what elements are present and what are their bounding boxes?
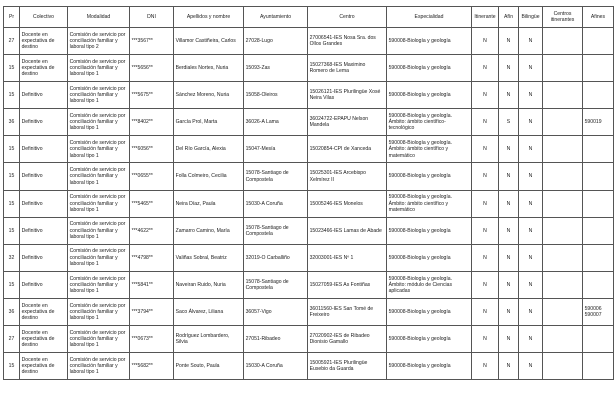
header-row — [4, 7, 614, 28]
cell-pr: 36 — [4, 298, 20, 325]
cell-pr: 15 — [4, 217, 20, 244]
cell-dni: ***4798** — [130, 244, 174, 271]
cell-apellidos-nombre: Folla Colmeiro, Cecilia — [174, 163, 244, 190]
cell-afin: N — [499, 28, 519, 55]
cell-dni: ***5841** — [130, 271, 174, 298]
table-row — [4, 244, 614, 271]
cell-bilingue: N — [519, 163, 543, 190]
cell-centro: 15005246-IES Monelos — [308, 190, 387, 217]
table-row — [4, 217, 614, 244]
cell-dni: ***5682** — [130, 353, 174, 380]
cell-afines — [583, 82, 614, 109]
cell-itinerante: N — [472, 136, 499, 163]
cell-colectivo: Docente en expectativa de destino — [20, 353, 68, 380]
cell-bilingue: N — [519, 326, 543, 353]
cell-afin: N — [499, 55, 519, 82]
cell-pr: 32 — [4, 244, 20, 271]
header-col-ayuntamiento: Ayuntamiento — [244, 7, 308, 28]
header-col-bilingue: Bilingüe — [519, 7, 543, 28]
header-col-colectivo: Colectivo — [20, 7, 68, 28]
cell-afines — [583, 163, 614, 190]
cell-bilingue: N — [519, 298, 543, 325]
cell-itinerante: N — [472, 163, 499, 190]
table-row — [4, 136, 614, 163]
cell-ayuntamiento: 15093-Zas — [244, 55, 308, 82]
cell-ayuntamiento: 36057-Vigo — [244, 298, 308, 325]
cell-colectivo: Definitivo — [20, 82, 68, 109]
cell-bilingue: N — [519, 190, 543, 217]
cell-dni: ***5675** — [130, 82, 174, 109]
cell-apellidos-nombre: Naveiran Ruido, Nuria — [174, 271, 244, 298]
cell-centros-itinerantes — [543, 136, 583, 163]
cell-afines — [583, 217, 614, 244]
header-col-pr: Pr — [4, 7, 20, 28]
cell-centros-itinerantes — [543, 82, 583, 109]
cell-modalidad: Comisión de servicio por conciliación familiar y laboral tipo 1 — [68, 163, 130, 190]
cell-modalidad: Comisión de servicio por conciliación familiar y laboral tipo 1 — [68, 326, 130, 353]
cell-modalidad: Comisión de servicio por conciliación familiar y laboral tipo 1 — [68, 190, 130, 217]
cell-itinerante: N — [472, 353, 499, 380]
cell-apellidos-nombre: Sánchez Moreno, Nuria — [174, 82, 244, 109]
cell-afin: N — [499, 163, 519, 190]
cell-modalidad: Comisión de servicio por conciliación familiar y laboral tipo 1 — [68, 217, 130, 244]
header-col-centros-itinerantes: Centros itinerantes — [543, 7, 583, 28]
cell-especialidad: 590008-Biología y geología — [387, 244, 472, 271]
cell-modalidad: Comisión de servicio por conciliación familiar y laboral tipo 1 — [68, 244, 130, 271]
cell-itinerante: N — [472, 109, 499, 136]
cell-apellidos-nombre: Villamor Castiñeira, Carlos — [174, 28, 244, 55]
cell-colectivo: Definitivo — [20, 109, 68, 136]
cell-apellidos-nombre: Zamarro Camino, María — [174, 217, 244, 244]
assignment-table — [3, 6, 614, 380]
table-row — [4, 353, 614, 380]
cell-pr: 15 — [4, 163, 20, 190]
cell-centros-itinerantes — [543, 28, 583, 55]
cell-apellidos-nombre: García Prol, Marta — [174, 109, 244, 136]
cell-afines — [583, 28, 614, 55]
cell-centro: 27020902-IES de Ribadeo Dionisio Gamallo — [308, 326, 387, 353]
cell-centros-itinerantes — [543, 163, 583, 190]
cell-afines — [583, 271, 614, 298]
cell-ayuntamiento: 15078-Santiago de Compostela — [244, 271, 308, 298]
cell-centros-itinerantes — [543, 217, 583, 244]
cell-especialidad: 590008-Biología y geología — [387, 28, 472, 55]
cell-centros-itinerantes — [543, 326, 583, 353]
cell-pr: 15 — [4, 353, 20, 380]
table-row — [4, 271, 614, 298]
cell-apellidos-nombre: Rodríguez Lombardero, Silvia — [174, 326, 244, 353]
table-row — [4, 190, 614, 217]
header-col-especialidad: Especialidad — [387, 7, 472, 28]
cell-afines — [583, 326, 614, 353]
table-row — [4, 163, 614, 190]
cell-ayuntamiento: 15078-Santiago de Compostela — [244, 163, 308, 190]
cell-ayuntamiento: 36026-A Lama — [244, 109, 308, 136]
cell-centro: 32003001-IES Nº 1 — [308, 244, 387, 271]
cell-itinerante: N — [472, 271, 499, 298]
cell-bilingue: N — [519, 109, 543, 136]
table-row — [4, 55, 614, 82]
header-col-itinerante: Itinerante — [472, 7, 499, 28]
header-col-modalidad: Modalidad — [68, 7, 130, 28]
cell-bilingue: N — [519, 55, 543, 82]
cell-itinerante: N — [472, 217, 499, 244]
cell-itinerante: N — [472, 326, 499, 353]
cell-especialidad: 590008-Biología y geología — [387, 353, 472, 380]
cell-itinerante: N — [472, 82, 499, 109]
cell-ayuntamiento: 15078-Santiago de Compostela — [244, 217, 308, 244]
cell-especialidad: 590008-Biología y geología. Ámbito: ámbito científico-tecnológico — [387, 109, 472, 136]
cell-afin: N — [499, 326, 519, 353]
cell-afin: N — [499, 298, 519, 325]
cell-dni: ***3567** — [130, 28, 174, 55]
cell-centros-itinerantes — [543, 298, 583, 325]
cell-apellidos-nombre: Del Río García, Alexia — [174, 136, 244, 163]
cell-centro: 15005921-IES Plurilingüe Eusebio da Guarda — [308, 353, 387, 380]
cell-afin: N — [499, 190, 519, 217]
cell-bilingue: N — [519, 217, 543, 244]
cell-especialidad: 590008-Biología y geología. Ámbito: módulo de Ciencias aplicadas — [387, 271, 472, 298]
cell-itinerante: N — [472, 298, 499, 325]
cell-dni: ***0673** — [130, 326, 174, 353]
cell-itinerante: N — [472, 28, 499, 55]
cell-itinerante: N — [472, 244, 499, 271]
cell-pr: 36 — [4, 109, 20, 136]
cell-dni: ***0655** — [130, 163, 174, 190]
cell-centro: 27006541-IES Nosa Sra. dos Ollos Grandes — [308, 28, 387, 55]
cell-ayuntamiento: 27028-Lugo — [244, 28, 308, 55]
cell-especialidad: 590008-Biología y geología — [387, 163, 472, 190]
cell-modalidad: Comisión de servicio por conciliación familiar y laboral tipo 1 — [68, 109, 130, 136]
cell-afines: 590006 590007 — [583, 298, 614, 325]
cell-pr: 27 — [4, 326, 20, 353]
cell-bilingue: N — [519, 244, 543, 271]
cell-itinerante: N — [472, 55, 499, 82]
cell-afines — [583, 136, 614, 163]
cell-colectivo: Definitivo — [20, 136, 68, 163]
cell-colectivo: Definitivo — [20, 163, 68, 190]
cell-ayuntamiento: 27051-Ribadeo — [244, 326, 308, 353]
cell-apellidos-nombre: Ponte Souto, Paula — [174, 353, 244, 380]
cell-centro: 15025301-IES Arcebispo Xelmírez II — [308, 163, 387, 190]
cell-centros-itinerantes — [543, 353, 583, 380]
cell-modalidad: Comisión de servicio por conciliación familiar y laboral tipo 1 — [68, 82, 130, 109]
cell-dni: ***5656** — [130, 55, 174, 82]
header-col-apellidos-nombre: Apellidos y nombre — [174, 7, 244, 28]
cell-especialidad: 590008-Biología y geología. Ámbito: ámbito científico y matemático — [387, 190, 472, 217]
cell-modalidad: Comisión de servicio por conciliación familiar y laboral tipo 2 — [68, 28, 130, 55]
cell-centro: 15023466-IES Lamas de Abade — [308, 217, 387, 244]
cell-ayuntamiento: 15047-Mesía — [244, 136, 308, 163]
cell-dni: ***3794** — [130, 298, 174, 325]
cell-afines — [583, 190, 614, 217]
cell-bilingue: N — [519, 353, 543, 380]
cell-ayuntamiento: 15030-A Coruña — [244, 190, 308, 217]
cell-dni: ***8402** — [130, 109, 174, 136]
table-row — [4, 298, 614, 325]
table-row — [4, 109, 614, 136]
cell-colectivo: Docente en expectativa de destino — [20, 298, 68, 325]
cell-afines — [583, 353, 614, 380]
cell-centro: 15027368-IES Maximino Romero de Lema — [308, 55, 387, 82]
cell-afines: 590019 — [583, 109, 614, 136]
cell-centros-itinerantes — [543, 55, 583, 82]
cell-apellidos-nombre: Berdiales Nortes, Nuria — [174, 55, 244, 82]
table-row — [4, 82, 614, 109]
cell-colectivo: Docente en expectativa de destino — [20, 326, 68, 353]
header-col-afines: Afines — [583, 7, 614, 28]
cell-ayuntamiento: 15058-Oleiros — [244, 82, 308, 109]
cell-colectivo: Docente en expectativa de destino — [20, 55, 68, 82]
cell-itinerante: N — [472, 190, 499, 217]
cell-pr: 15 — [4, 82, 20, 109]
cell-ayuntamiento: 32019-O Carballiño — [244, 244, 308, 271]
cell-centros-itinerantes — [543, 109, 583, 136]
cell-pr: 15 — [4, 55, 20, 82]
cell-afines — [583, 55, 614, 82]
cell-pr: 15 — [4, 190, 20, 217]
cell-dni: ***6056** — [130, 136, 174, 163]
cell-apellidos-nombre: Saco Álvarez, Liliana — [174, 298, 244, 325]
cell-centro: 15026121-IES Plurilingüe Xosé Neira Vilas — [308, 82, 387, 109]
cell-afin: N — [499, 136, 519, 163]
cell-afin: N — [499, 271, 519, 298]
cell-afin: S — [499, 109, 519, 136]
cell-centros-itinerantes — [543, 244, 583, 271]
cell-afin: N — [499, 82, 519, 109]
cell-modalidad: Comisión de servicio por conciliación familiar y laboral tipo 1 — [68, 298, 130, 325]
cell-pr: 27 — [4, 28, 20, 55]
cell-dni: ***5465** — [130, 190, 174, 217]
cell-bilingue: N — [519, 82, 543, 109]
table-body — [4, 28, 614, 380]
header-col-dni: DNI — [130, 7, 174, 28]
cell-colectivo: Definitivo — [20, 244, 68, 271]
table-row — [4, 28, 614, 55]
cell-pr: 15 — [4, 136, 20, 163]
cell-especialidad: 590008-Biología y geología — [387, 217, 472, 244]
cell-colectivo: Definitivo — [20, 217, 68, 244]
cell-especialidad: 590008-Biología y geología — [387, 55, 472, 82]
cell-especialidad: 590008-Biología y geología. Ámbito: ámbito científico y matemático — [387, 136, 472, 163]
cell-colectivo: Definitivo — [20, 271, 68, 298]
cell-bilingue: N — [519, 271, 543, 298]
cell-modalidad: Comisión de servicio por conciliación familiar y laboral tipo 1 — [68, 136, 130, 163]
cell-modalidad: Comisión de servicio por conciliación familiar y laboral tipo 1 — [68, 55, 130, 82]
cell-centro: 36011560-IES San Tomé de Freixeiro — [308, 298, 387, 325]
cell-afin: N — [499, 217, 519, 244]
cell-especialidad: 590008-Biología y geología — [387, 82, 472, 109]
cell-ayuntamiento: 15030-A Coruña — [244, 353, 308, 380]
cell-apellidos-nombre: Valiñas Sobral, Beatriz — [174, 244, 244, 271]
cell-modalidad: Comisión de servicio por conciliación familiar y laboral tipo 1 — [68, 271, 130, 298]
cell-apellidos-nombre: Neira Díaz, Paula — [174, 190, 244, 217]
cell-modalidad: Comisión de servicio por conciliación familiar y laboral tipo 1 — [68, 353, 130, 380]
cell-bilingue: N — [519, 136, 543, 163]
table-row — [4, 326, 614, 353]
cell-especialidad: 590008-Biología y geología — [387, 298, 472, 325]
cell-centro: 15027059-IES As Fontiñas — [308, 271, 387, 298]
cell-colectivo: Docente en expectativa de destino — [20, 28, 68, 55]
cell-afin: N — [499, 244, 519, 271]
header-col-afin: Afín — [499, 7, 519, 28]
cell-bilingue: N — [519, 28, 543, 55]
cell-especialidad: 590008-Biología y geología — [387, 326, 472, 353]
cell-pr: 15 — [4, 271, 20, 298]
cell-afines — [583, 244, 614, 271]
cell-colectivo: Definitivo — [20, 190, 68, 217]
header-col-centro: Centro — [308, 7, 387, 28]
cell-centros-itinerantes — [543, 190, 583, 217]
cell-centro: 15020854-CPI de Xanceda — [308, 136, 387, 163]
cell-centro: 36024722-EPAPU Nelson Mandela — [308, 109, 387, 136]
cell-afin: N — [499, 353, 519, 380]
cell-centros-itinerantes — [543, 271, 583, 298]
cell-dni: ***4622** — [130, 217, 174, 244]
